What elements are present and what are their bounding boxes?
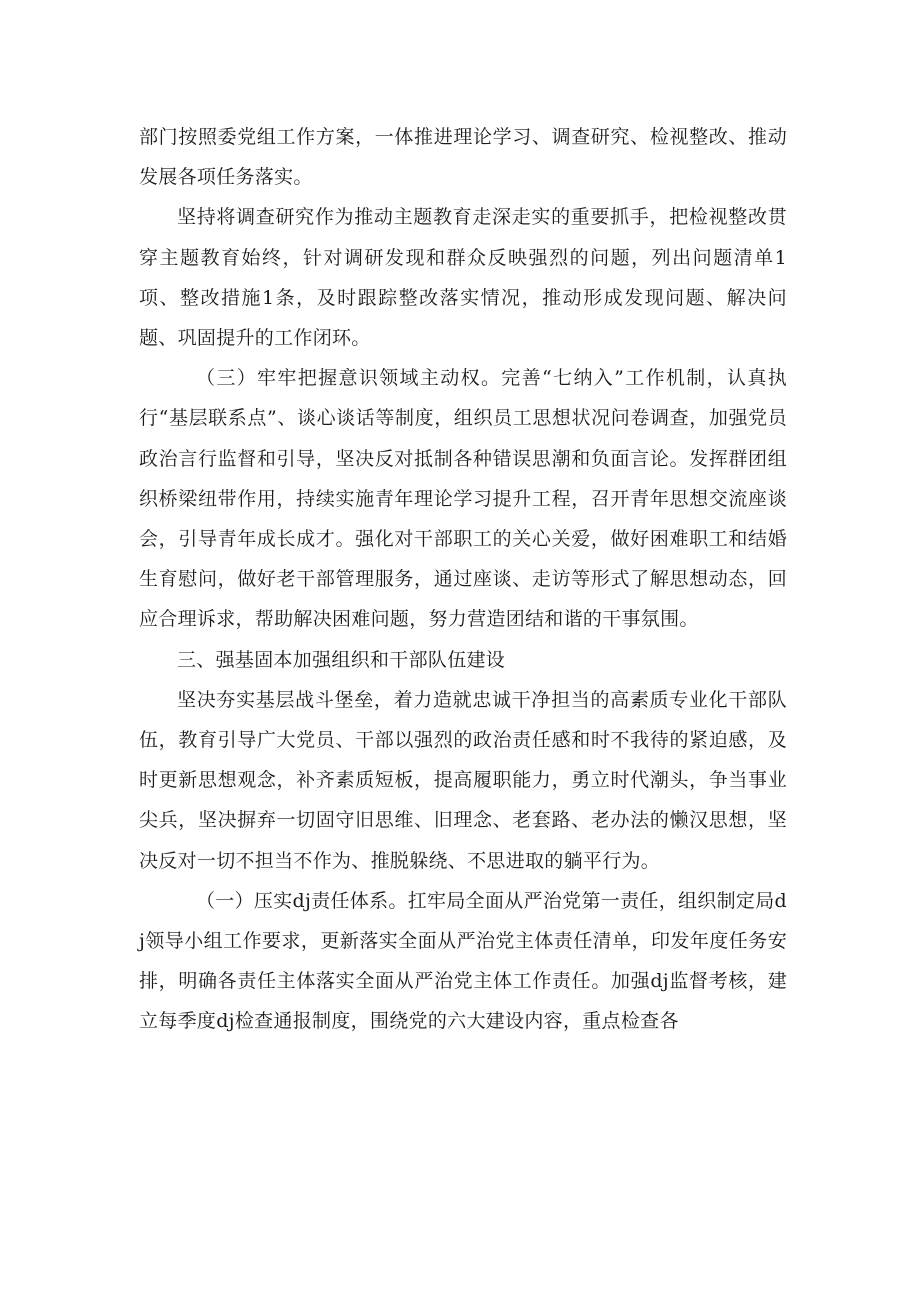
document-body (139, 117, 787, 1042)
paragraph-research: 坚持将调查研究作为推动主题教育走深走实的重要抓手，把检视整改贯穿主题教育始终，针对调研发现和群众反映强烈的问题，列出问题清单1项、整改措施1条，及时跟踪整改落实情况，推动形成发现问题、解决问题、巩固提升的工作闭环。 (139, 206, 787, 350)
paragraph-ideology: （三）牢牢把握意识领域主动权。完善“七纳入”工作机制，认真执行“基层联系点”、谈心谈话等制度，组织员工思想状况问卷调查，加强党员政治言行监督和引导，坚决反对抵制各种错误思潮和负面言论。发挥群团组织桥梁纽带作用，持续实施青年理论学习提升工程，召开青年思想交流座谈会，引导青年成长成才。强化对干部职工的关心关爱，做好困难职工和结婚生育慰问，做好老干部管理服务，通过座谈、走访等形式了解思想动态，回应合理诉求，帮助解决困难问题，努力营造团结和谐的干事氛围。 (139, 367, 787, 631)
section-heading-3: 三、强基固本加强组织和干部队伍建设 (177, 648, 506, 671)
paragraph-responsibility: （一）压实dj责任体系。扛牢局全面从严治党第一责任，组织制定局dj领导小组工作要求，更新落实全面从严治党主体责任清单，印发年度任务安排，明确各责任主体落实全面从严治党主体工作责任。加强dj监督考核，建立每季度dj检查通报制度，围绕党的六大建设内容，重点检查各 (139, 889, 787, 1033)
paragraph-team-building: 坚决夯实基层战斗堡垒，着力造就忠诚干净担当的高素质专业化干部队伍，教育引导广大党员、干部以强烈的政治责任感和时不我待的紧迫感，及时更新思想观念，补齐素质短板，提高履职能力，勇立时代潮头，争当事业尖兵，坚决摒弃一切固守旧思维、旧理念、老套路、老办法的懒汉思想，坚决反对一切不担当不作为、推脱躲绕、不思进取的躺平行为。 (139, 688, 787, 872)
paragraph-continuation: 部门按照委党组工作方案，一体推进理论学习、调查研究、检视整改、推动发展各项任务落实。 (139, 126, 787, 189)
